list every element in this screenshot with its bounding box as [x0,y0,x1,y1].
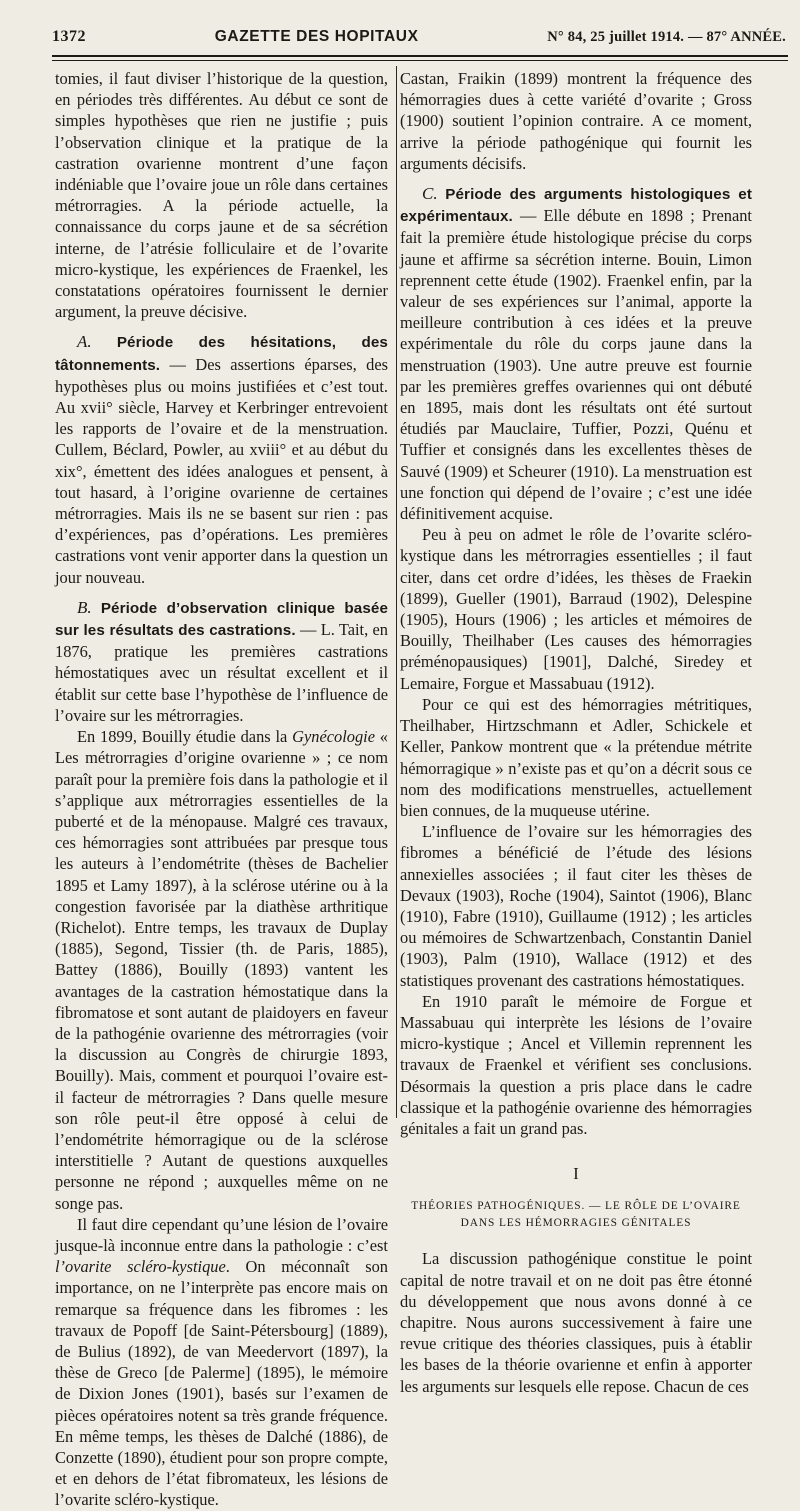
section-b-paragraph [55,597,388,726]
ovarite-text-b: . On méconnaît son importance, on ne l’interprète pas encore mais on remarque sa fréquence dans les fibromes : les travaux de Popoff [de Saint-Pétersbourg] (1889), de Bulius (1892), de van Meedervort (1897), la thèse de Greco [de Palerme] (1895), le mémoire de Dixion Jones (1901), basés sur l’examen de pièces opératoires notent sa très grande fréquence. En même temps, les thèses de Dalché (1886), de Conzette (1890), étudient pour son propre compte, et en dehors de l’état fibromateux, les lésions de l’ovarite scléro-kystique. [55,1257,388,1510]
section-c-text: — Elle débute en 1898 ; Prenant fait la première étude histologique précise du corps jaune et affirme sa sécrétion interne. Bouin, Limon reprennent cette étude (1902). Fraenkel enfin, par la valeur de ses expériences sur l’animal, apporte la meilleure contribution à ces idées et la preuve expérimentale du rôle du corps jaune dans la menstruation (1903). Une autre preuve est fournie par les premières greffes ovariennes qui ont débuté en 1895, mais dont les résultats ont été surtout étudiés par Mauclaire, Tuffier, Pozzi, Quénu et Tuffier et consignés dans les excellentes thèses de Sauvé (1909) et Scheurer (1910). La menstruation est une fonction qui dépend de l’ovaire ; c’est une idée définitivement acquise. [400,206,752,524]
chapter-heading-line-2: DANS LES HÉMORRAGIES GÉNITALES [460,1217,692,1230]
chapter-heading [400,1198,752,1232]
journal-title: GAZETTE DES HOPITAUX [214,28,419,45]
section-c-letter: C. [422,184,438,204]
section-a-letter: A. [77,332,92,352]
right-column [400,68,753,1396]
forgue-paragraph: En 1910 paraît le mémoire de Forgue et Massabuau qui interprète les lésions de l’ovaire micro-kystique ; Ancel et Villemin reprennent les travaux de Fraenkel et vérifient ses conclusions. Désormais la question a pris place dans le cadre classique et la pathogénie ovarienne des hémorragies génitales a fait un grand pas. [400,991,752,1138]
ovarite-term: l’ovarite scléro-kystique [55,1257,226,1277]
bouilly-paragraph [55,726,388,1214]
fibromes-paragraph: L’influence de l’ovaire sur les hémorragies des fibromes a bénéficié de l’étude des lésions annexielles associées ; il faut citer les thèses de Devaux (1903), Roche (1904), Saintot (1906), Blanc (1910), Fabre (1910), Guillaume (1912) ; les articles ou mémoires de Schwartzenbach, Constantin Daniel (1903), Palm (1910), Wallace (1912) et des statistiques provenant des castrations hémostatiques. [400,822,752,990]
running-header [52,28,786,50]
header-rule-thick [52,55,788,57]
page-number: 1372 [52,28,86,45]
chapter-heading-line-1: THÉORIES PATHOGÉNIQUES. — LE RÔLE DE L’OVAIRE [411,1200,741,1213]
section-a-text: — Des assertions éparses, des hypothèses plus ou moins justifiées et c’est tout. Au xvii° siècle, Harvey et Kerbringer entrevoient les rapports de l’ovaire et de la menstruation. Cullem, Béclard, Powler, au xviii° et au début du xix°, émettent des idées analogues et pensent, à tout hasard, à l’origine ovarienne de certaines métrorragies. Mais ils ne se basent sur rien : pas d’expériences, pas d’opérations. Les premières castrations vont venir apporter dans la question un jour nouveau. [55,354,388,587]
section-b-text: — L. Tait, en 1876, pratique les premières castrations hémostatiques avec un résultat excellent et il établit sur cette base l’hypothèse de l’influence de l’ovaire sur les métrorragies. [55,620,388,725]
chapter-numeral: I [573,1164,579,1184]
ovarite-text-a: Il faut dire cependant qu’une lésion de l’ovaire jusque-là inconnue entre dans la pathologie : c’est [55,1214,388,1255]
left-column [55,68,388,1510]
metritiques-paragraph: Pour ce qui est des hémorragies métritiques, Theilhaber, Hirtzschmann et Adler, Schickele et Keller, Pankow montrent que « la prétendue métrite hémorragique » n’existe pas et qu’on a décrit sous ce nom des modifications menstruelles, actuellement bien connues, de la muqueuse utérine. [400,694,752,820]
continuation-paragraph: Castan, Fraikin (1899) montrent la fréquence des hémorragies dues à cette variété d’ovarite ; Gross (1900) soutient l’opinion contraire. A ce moment, arrive la période pathogénique qui fournit les arguments décisifs. [400,69,752,173]
ovarite-paragraph [55,1214,388,1511]
section-c-title: Période des arguments histologiques et expérimentaux. [400,186,753,226]
bouilly-text-b: « Les métrorragies d’origine ovarienne » ; ce nom paraît pour la première fois dans la pathologie et il s’applique aux métrorragies essentielles de la puberté et de la ménopause. Malgré ces travaux, ces hémorragies sont attribuées par presque tous les auteurs à l’endométrite (thèses de Bachelier 1895 et Lamy 1897), à la sclérose utérine ou à la congestion favorisée par la diathèse arthritique (Richelot). Entre temps, les travaux de Duplay (1885), Segond, Tissier (th. de Paris, 1885), Battey (1886), Bouilly (1893) vantent les avantages de la castration hémostatique dans la fibromatose et sont autant de plaidoyers en faveur de la pathogénie ovarienne des métrorragies (voir la discussion au Congrès de chirurgie 1893, Bouilly). Mais, comment et pourquoi l’ovaire est-il facteur de métrorragies ? Dans quelle mesure son rôle peut-il être opposé à celui de l’endométrite hémorragique ou de la sclérose interstitielle ? Autant de questions auxquelles personne ne répond ; auxquelles même on ne songe pas. [55,727,388,1213]
intro-paragraph: tomies, il faut diviser l’historique de la question, en périodes très différentes. Au début ce sont de simples hypothèses que rien ne justifie ; puis l’observation clinique et la pratique de la castration ovarienne montrent d’une façon indéniable que l’ovaire joue un rôle dans certaines métrorragies. A la période actuelle, la connaissance du corps jaune et de sa sécrétion interne, de l’atrésie folliculaire et de l’ovarite micro-kystique, les expériences de Fraenkel, les constatations opératoires fournissent le dernier argument, la preuve décisive. [55,69,388,322]
header-rule-thin [52,60,788,61]
issue-info: N° 84, 25 juillet 1914. — 87° ANNÉE. [547,29,786,45]
section-b-letter: B. [77,597,92,617]
bouilly-text-a: En 1899, Bouilly étudie dans la [77,727,293,747]
discussion-paragraph: La discussion pathogénique constitue le point capital de notre travail et on ne doit pas être étonné du développement que nous avons donné à ce chapitre. Nous aurons successivement à faire une revue critique des théories classiques, puis à établir les bases de la théorie ovarienne et enfin à apporter les arguments sur lesquels elle repose. Chacun de ces [400,1249,752,1396]
column-separator [396,66,397,1118]
section-a-paragraph [55,331,388,587]
journal-gynecologie: Gynécologie [292,727,375,747]
section-c-paragraph [400,183,752,524]
section-a-title: Période des hésitations, des tâtonnements. [55,334,388,374]
section-b-title: Période d’observation clinique basée sur les résultats des castrations. [55,599,388,640]
ovarite-role-paragraph: Peu à peu on admet le rôle de l’ovarite scléro-kystique dans les métrorragies essentielles ; il faut citer, dans cet ordre d’idées, les thèses de Fraekin (1899), Gueller (1901), Barraud (1902), Delespine (1905), Hours (1906) ; les articles et mémoires de Bouilly, Theilhaber (Les causes des hémorragies préménopausiques) [1901], Dalché, Siredey et Lemaire, Forgue et Massabuau (1912). [400,525,752,693]
